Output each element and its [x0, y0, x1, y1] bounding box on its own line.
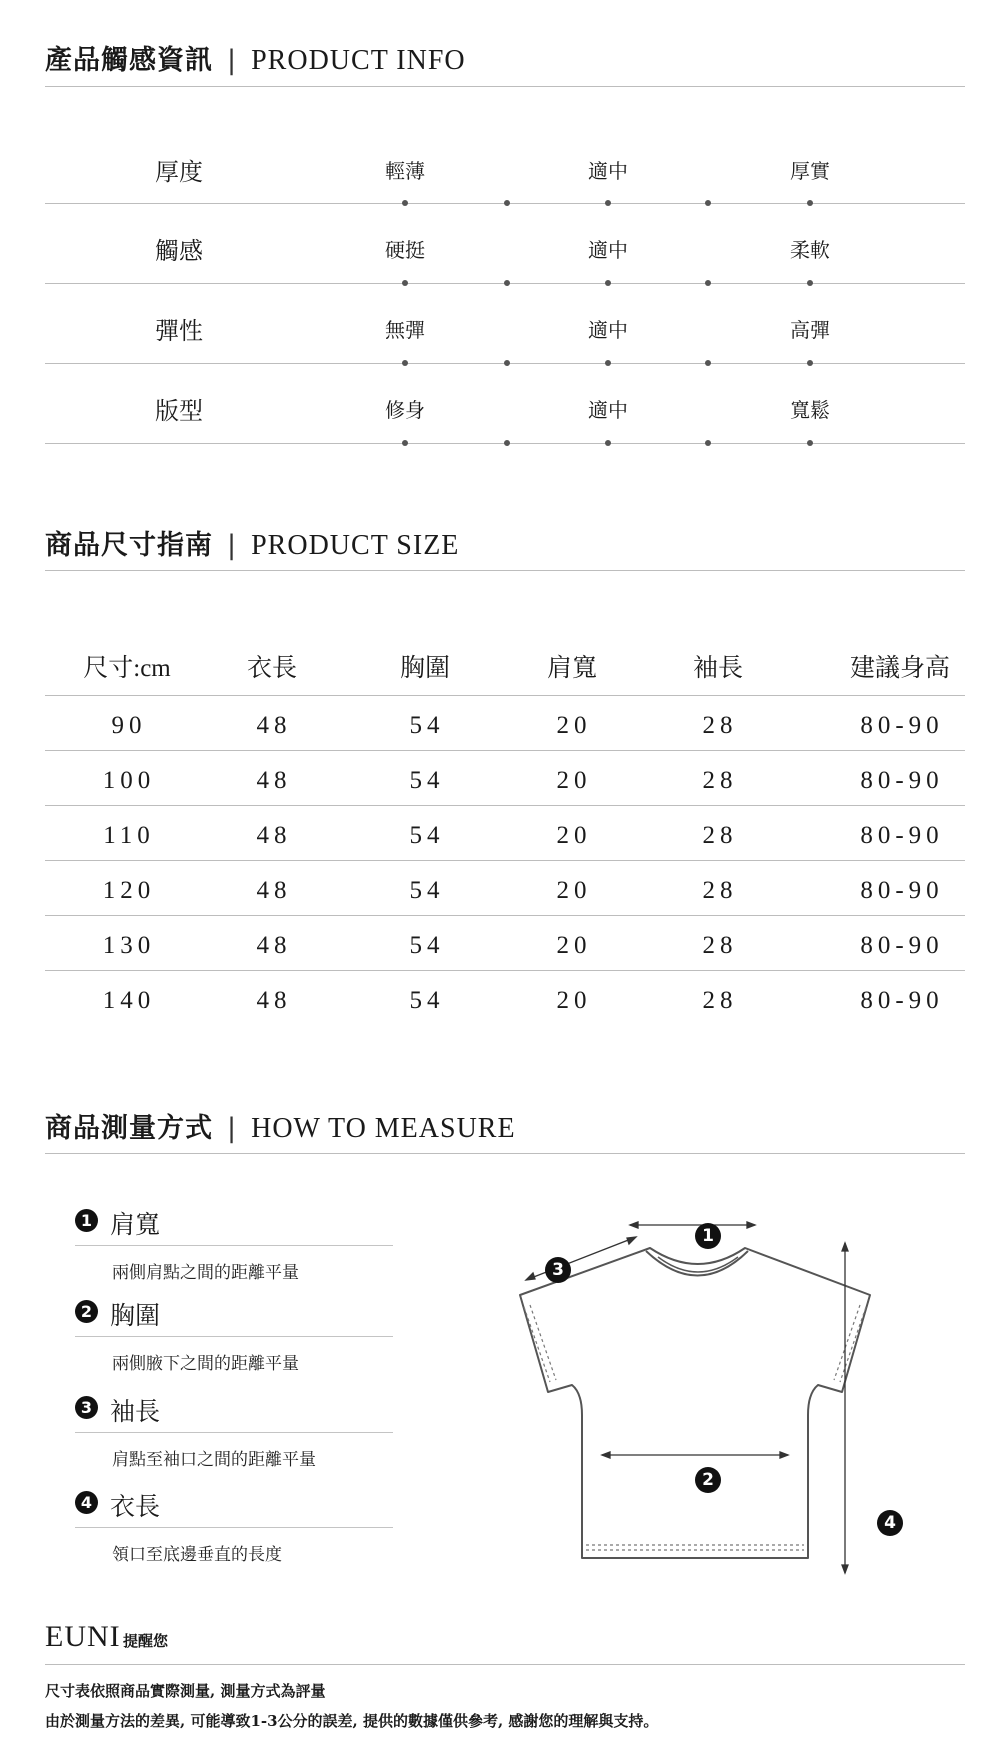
size-table-cell: 28 [702, 987, 738, 1014]
size-table-header: 肩寬 [546, 655, 598, 682]
size-table-cell: 54 [409, 712, 445, 739]
arrow-chest-head-l [602, 1452, 610, 1458]
scale-dot [504, 360, 510, 366]
scale-dot [705, 360, 711, 366]
scale-dot [705, 200, 711, 206]
scale-dot [807, 280, 813, 286]
scale-dot [605, 280, 611, 286]
attribute-label: 觸感 [155, 237, 203, 265]
arrow-length-head-b [842, 1565, 848, 1573]
diagram-badge-4: 4 [877, 1510, 903, 1536]
measure-item-number: 4 [75, 1491, 98, 1514]
scale-dot [605, 440, 611, 446]
size-table-cell: 80-90 [860, 712, 944, 739]
attribute-option: 厚實 [790, 159, 830, 183]
diagram-badge-2: 2 [695, 1467, 721, 1493]
attribute-option: 硬挺 [385, 238, 425, 262]
arrow-length-head-t [842, 1243, 848, 1251]
size-table-cell: 80-90 [860, 822, 944, 849]
diagram-badge-1: 1 [695, 1223, 721, 1249]
measure-item-desc: 兩側肩點之間的距離平量 [112, 1263, 299, 1283]
product-info-title-en: PRODUCT INFO [251, 45, 466, 76]
attribute-option: 無彈 [385, 318, 425, 342]
arrow-chest-head-r [780, 1452, 788, 1458]
size-table-cell: 80-90 [860, 987, 944, 1014]
size-table-row-rule [45, 915, 965, 916]
footer-note-1: 尺寸表依照商品實際測量, 測量方式為評量 [45, 1682, 326, 1700]
size-table-cell: 54 [409, 767, 445, 794]
size-table-cell: 48 [256, 712, 292, 739]
sleeve-hem-left [524, 1307, 550, 1382]
title-separator: | [227, 1113, 238, 1144]
scale-dot [807, 440, 813, 446]
size-table-cell: 48 [256, 932, 292, 959]
size-table-header: 衣長 [246, 655, 298, 682]
attribute-option: 高彈 [790, 318, 830, 342]
size-table-cell: 48 [256, 987, 292, 1014]
scale-dot [705, 440, 711, 446]
size-table-cell: 20 [556, 987, 592, 1014]
scale-dot [402, 360, 408, 366]
product-size-title [45, 523, 459, 562]
size-table-cell: 130 [102, 932, 156, 959]
size-table-cell: 48 [256, 767, 292, 794]
arrow-sleeve-head-l [526, 1273, 535, 1280]
attribute-label: 版型 [155, 397, 203, 425]
measure-item-rule [75, 1245, 393, 1246]
size-table-header-rule [45, 695, 965, 696]
size-table-cell: 28 [702, 877, 738, 904]
arrow-sleeve-head-r [627, 1237, 636, 1244]
measure-item-title: 衣長 [110, 1492, 161, 1521]
size-table-row-rule [45, 860, 965, 861]
size-table-cell: 28 [702, 767, 738, 794]
scale-dot [705, 280, 711, 286]
size-table-cell: 20 [556, 767, 592, 794]
size-table-header: 袖長 [692, 655, 744, 682]
size-table-cell: 20 [556, 932, 592, 959]
footer-rule [45, 1664, 965, 1665]
size-table-cell: 100 [102, 767, 156, 794]
product-info-title-zh: 產品觸感資訊 [45, 45, 213, 76]
measure-item-number: 2 [75, 1300, 98, 1323]
size-table-header: 尺寸:cm [83, 655, 171, 682]
size-table-cell: 80-90 [860, 767, 944, 794]
measure-title-en: HOW TO MEASURE [251, 1113, 516, 1144]
size-table-cell: 110 [103, 822, 155, 849]
size-table-cell: 48 [256, 822, 292, 849]
sleeve-hem-right [840, 1307, 866, 1382]
scale-dot [807, 200, 813, 206]
measure-item-rule [75, 1527, 393, 1528]
size-table-cell: 28 [702, 822, 738, 849]
arrow-shoulder-head-r [747, 1222, 755, 1228]
attribute-option: 修身 [385, 398, 425, 422]
measure-item-desc: 兩側腋下之間的距離平量 [112, 1354, 299, 1374]
scale-dot [504, 280, 510, 286]
size-table-row-rule [45, 750, 965, 751]
size-table-cell: 54 [409, 987, 445, 1014]
measure-title-rule [45, 1153, 965, 1154]
scale-dot [402, 280, 408, 286]
measure-item-desc: 肩點至袖口之間的距離平量 [112, 1450, 316, 1470]
size-table-cell: 54 [409, 877, 445, 904]
scale-dot [402, 440, 408, 446]
size-table-cell: 20 [556, 712, 592, 739]
size-table-cell: 48 [256, 877, 292, 904]
measure-item-number: 1 [75, 1209, 98, 1232]
diagram-badge-3: 3 [545, 1257, 571, 1283]
attribute-option: 柔軟 [790, 238, 830, 262]
size-table-cell: 28 [702, 712, 738, 739]
scale-dot [402, 200, 408, 206]
brand-reminder: 提醒您 [123, 1632, 169, 1650]
scale-dot [605, 360, 611, 366]
size-table-header: 建議身高 [849, 655, 951, 682]
size-table-cell: 54 [409, 822, 445, 849]
attribute-label: 彈性 [155, 317, 203, 345]
scale-dot [504, 440, 510, 446]
measure-item-rule [75, 1336, 393, 1337]
product-size-title-en: PRODUCT SIZE [251, 530, 460, 561]
size-table-cell: 90 [111, 712, 147, 739]
product-size-title-rule [45, 570, 965, 571]
title-separator: | [227, 45, 238, 76]
title-separator: | [227, 530, 238, 561]
size-table-cell: 80-90 [860, 932, 944, 959]
measure-item-title: 袖長 [110, 1397, 161, 1426]
attribute-option: 適中 [588, 398, 628, 422]
size-table-cell: 28 [702, 932, 738, 959]
size-table-cell: 20 [556, 877, 592, 904]
scale-dot [807, 360, 813, 366]
size-table-cell: 80-90 [860, 877, 944, 904]
tshirt-outline [520, 1248, 870, 1558]
size-table-cell: 120 [102, 877, 156, 904]
arrow-shoulder-head-l [630, 1222, 638, 1228]
measure-item-rule [75, 1432, 393, 1433]
measure-item-desc: 領口至底邊垂直的長度 [112, 1545, 282, 1565]
measure-item-number: 3 [75, 1396, 98, 1419]
scale-dot [504, 200, 510, 206]
size-table-cell: 20 [556, 822, 592, 849]
attribute-option: 輕薄 [385, 159, 425, 183]
size-table-cell: 140 [102, 987, 156, 1014]
measure-title [45, 1106, 516, 1145]
size-table-header: 胸圍 [399, 655, 451, 682]
size-table-row-rule [45, 970, 965, 971]
measure-title-zh: 商品測量方式 [45, 1113, 213, 1144]
product-size-title-zh: 商品尺寸指南 [45, 530, 213, 561]
product-info-title-rule [45, 86, 965, 87]
footer-note-2: 由於測量方法的差異, 可能導致1-3公分的誤差, 提供的數據僅供參考, 感謝您的理解與支持。 [45, 1712, 659, 1730]
scale-dot [605, 200, 611, 206]
attribute-option: 適中 [588, 159, 628, 183]
attribute-option: 寬鬆 [790, 398, 830, 422]
attribute-label: 厚度 [155, 158, 203, 186]
measure-item-title: 肩寬 [110, 1210, 161, 1239]
size-table-cell: 54 [409, 932, 445, 959]
attribute-option: 適中 [588, 318, 628, 342]
size-table-row-rule [45, 805, 965, 806]
brand-logo: EUNI [45, 1620, 121, 1653]
product-info-title [45, 38, 466, 77]
measure-item-title: 胸圍 [110, 1301, 161, 1330]
attribute-option: 適中 [588, 238, 628, 262]
